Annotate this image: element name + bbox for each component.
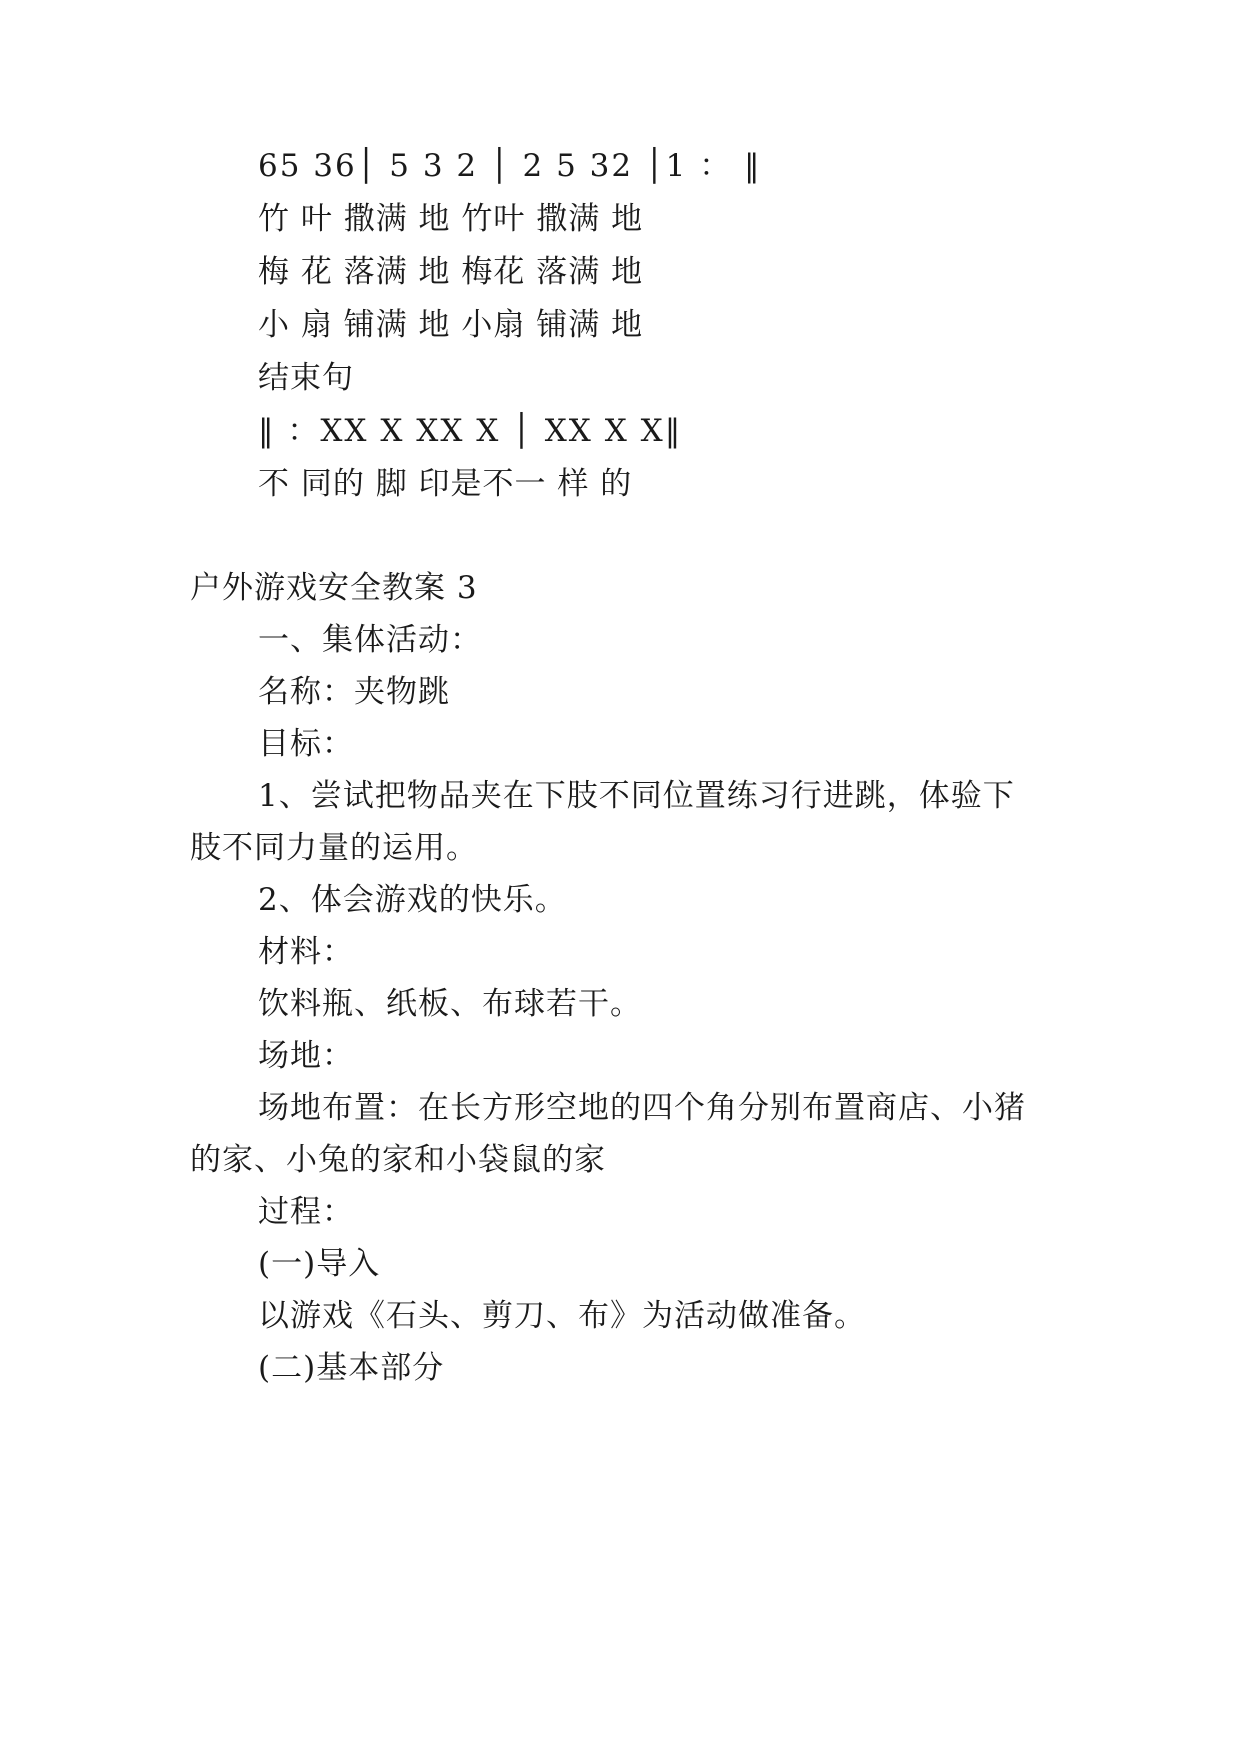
notation-line: 65 36│ 5 3 2 │ 2 5 32 │1 ： ‖ xyxy=(258,148,762,184)
paragraph: (一)导入 xyxy=(258,1246,381,1282)
notation-line: ‖ ：XX X XX X │ XX X X‖ xyxy=(258,413,683,449)
paragraph: 1、尝试把物品夹在下肢不同位置练习行进跳，体验下 xyxy=(258,778,1015,814)
paragraph: 过程： xyxy=(258,1194,354,1230)
lyric-line: 梅 花 落满 地 梅花 落满 地 xyxy=(258,254,644,290)
paragraph: 名称：夹物跳 xyxy=(258,674,450,710)
paragraph: 一、集体活动： xyxy=(258,622,482,658)
lyric-line: 小 扇 铺满 地 小扇 铺满 地 xyxy=(258,307,644,343)
paragraph: (二)基本部分 xyxy=(258,1350,445,1386)
paragraph: 的家、小兔的家和小袋鼠的家 xyxy=(190,1142,606,1178)
paragraph: 饮料瓶、纸板、布球若干。 xyxy=(258,986,642,1022)
paragraph: 材料： xyxy=(258,934,354,970)
lyric-line: 竹 叶 撒满 地 竹叶 撒满 地 xyxy=(258,201,644,237)
paragraph: 2、体会游戏的快乐。 xyxy=(258,882,567,918)
paragraph: 场地： xyxy=(258,1038,354,1074)
paragraph: 以游戏《石头、剪刀、布》为活动做准备。 xyxy=(258,1298,866,1334)
paragraph: 场地布置：在长方形空地的四个角分别布置商店、小猪 xyxy=(258,1090,1026,1126)
section-title: 户外游戏安全教案 3 xyxy=(190,570,478,606)
ending-label: 结束句 xyxy=(258,360,354,396)
paragraph: 目标： xyxy=(258,726,354,762)
lyric-line: 不 同的 脚 印是不一 样 的 xyxy=(258,466,633,502)
paragraph: 肢不同力量的运用。 xyxy=(190,830,478,866)
